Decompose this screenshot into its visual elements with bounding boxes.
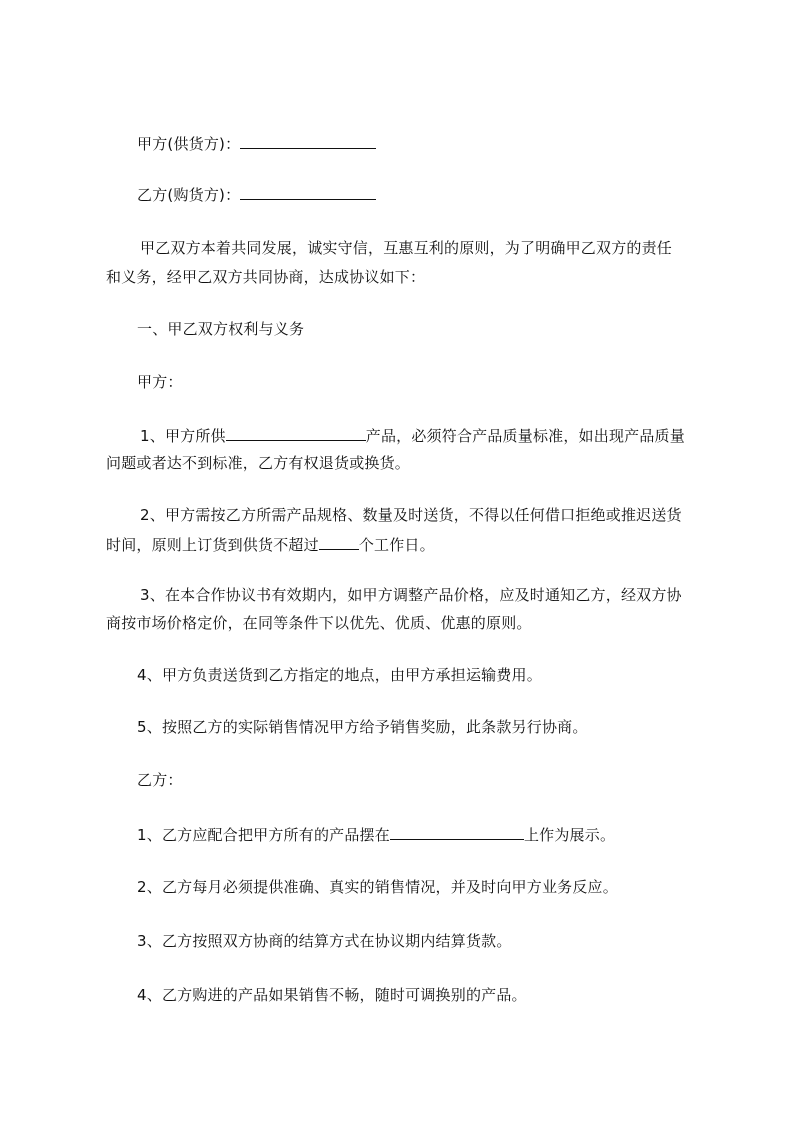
intro-line-1: 甲乙双方本着共同发展，诚实守信，互惠互利的原则，为了明确甲乙双方的责任 [140,239,673,257]
party-a-item-2-prefix: 时间，原则上订货到供货不超过 [106,536,319,554]
section-1-title: 一、甲乙双方权利与义务 [137,320,305,338]
party-b-item-4: 4、乙方购进的产品如果销售不畅，随时可调换别的产品。 [137,986,527,1004]
party-a-item-3: 3、在本合作协议书有效期内，如甲方调整产品价格，应及时通知乙方，经双方协 [140,586,682,604]
workdays-blank [319,534,359,550]
party-b-heading: 乙方： [137,771,183,789]
party-a-label: 甲方(供货方)： [137,135,241,153]
party-a-blank [240,133,376,149]
party-b-label: 乙方(购货方)： [137,186,241,204]
party-a-item-1 [140,425,685,446]
product-blank [226,425,366,441]
party-a-item-1-line-2: 问题或者达不到标准，乙方有权退货或换货。 [106,454,411,472]
party-a-item-1-prefix: 1、甲方所供 [140,427,226,445]
party-b-item-1 [137,824,615,845]
party-b-item-3: 3、乙方按照双方协商的结算方式在协议期内结算货款。 [137,932,512,950]
party-a-item-4: 4、甲方负责送货到乙方指定的地点，由甲方承担运输费用。 [137,666,542,684]
party-b-item-1-prefix: 1、乙方应配合把甲方所有的产品摆在 [137,826,390,844]
party-a-line [137,133,376,154]
party-b-blank [240,184,376,200]
party-a-item-5: 5、按照乙方的实际销售情况甲方给予销售奖励，此条款另行协商。 [137,718,588,736]
party-a-item-1-suffix: 产品，必须符合产品质量标准，如出现产品质量 [365,427,685,445]
party-a-item-2-line-2 [106,534,435,555]
party-a-item-3-line-2: 商按市场价格定价，在同等条件下以优先、优质、优惠的原则。 [106,614,532,632]
intro-line-2: 和义务，经甲乙双方共同协商，达成协议如下： [106,268,426,286]
display-location-blank [390,824,524,840]
party-a-item-2: 2、甲方需按乙方所需产品规格、数量及时送货，不得以任何借口拒绝或推迟送货 [140,506,682,524]
party-b-item-2: 2、乙方每月必须提供准确、真实的销售情况，并及时向甲方业务反应。 [137,878,618,896]
party-a-heading: 甲方： [137,373,183,391]
party-b-line [137,184,376,205]
party-b-item-1-suffix: 上作为展示。 [523,826,616,844]
party-a-item-2-suffix: 个工作日。 [358,536,435,554]
